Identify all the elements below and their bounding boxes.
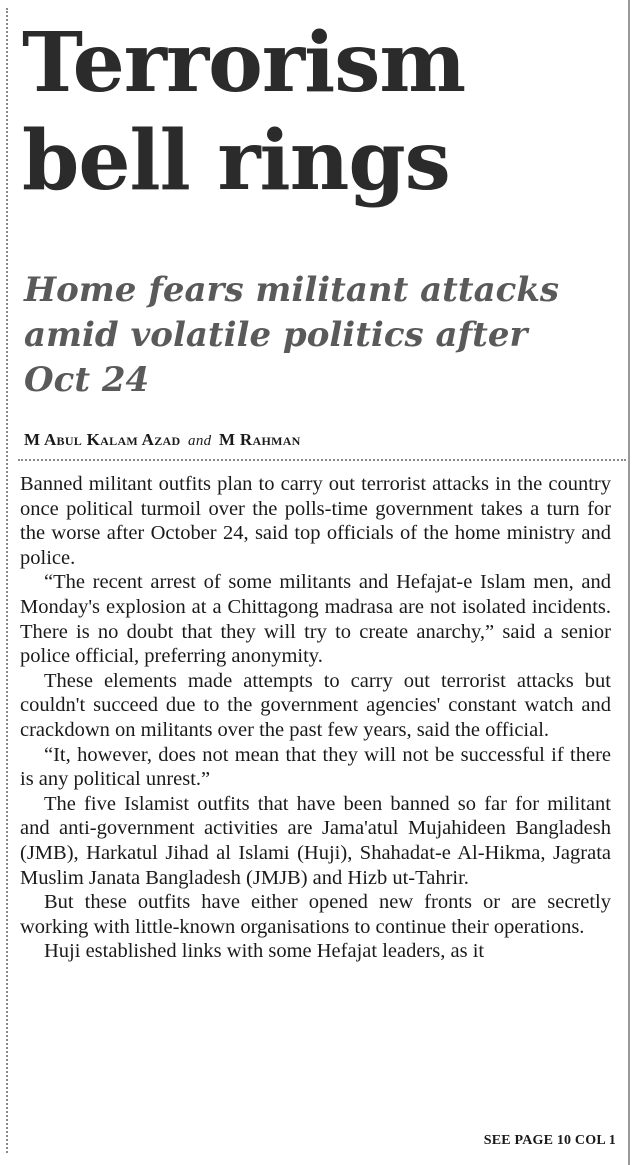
article-paragraph: Banned militant outfits plan to carry out terrorist attacks in the country once political turmoil over the polls-time government takes a turn for the worse after October 24, said top officials of the home ministry and police. bbox=[20, 473, 611, 569]
byline-dotted-rule bbox=[18, 459, 626, 461]
continued-on-page-label: SEE PAGE 10 COL 1 bbox=[483, 1133, 616, 1148]
article-paragraph: The five Islamist outfits that have been banned so far for militant and anti-government activities are Jama'atul Mujahideen Bangladesh (JMB), Harkatul Jihad al Islami (Huji), Shahadat-e Al-Hikma, Jagrata Muslim Janata Bangladesh (JMJB) and Hizb ut-Tahrir. bbox=[20, 792, 611, 889]
article-paragraph: “It, however, does not mean that they will not be successful if there is any political unrest.” bbox=[20, 743, 611, 791]
headline: Terrorism bell rings bbox=[22, 15, 466, 209]
article-paragraph: “The recent arrest of some militants and Hefajat-e Islam men, and Monday's explosion at a Chittagong madrasa are not isolated incidents. There is no doubt that they will try to create anarchy,” said a senior police official, preferring anonymity. bbox=[20, 571, 611, 668]
article-body bbox=[20, 472, 611, 964]
article-paragraph: These elements made attempts to carry out terrorist attacks but couldn't succeed due to the government agencies' constant watch and crackdown on militants over the past few years, said the official. bbox=[20, 669, 611, 741]
byline-author-2: M Rahman bbox=[219, 430, 301, 449]
byline bbox=[24, 430, 604, 450]
right-column-rule bbox=[628, 0, 630, 1165]
article-paragraph: Huji established links with some Hefajat leaders, as it bbox=[44, 940, 485, 963]
subheadline: Home fears militant attacks amid volatile politics after Oct 24 bbox=[24, 270, 560, 400]
byline-author-1: M Abul Kalam Azad bbox=[24, 430, 181, 449]
byline-conjunction: and bbox=[188, 433, 212, 449]
left-dotted-rule bbox=[6, 8, 8, 1153]
article-paragraph: But these outfits have either opened new fronts or are secretly working with little-known organisations to continue their operations. bbox=[20, 891, 611, 938]
